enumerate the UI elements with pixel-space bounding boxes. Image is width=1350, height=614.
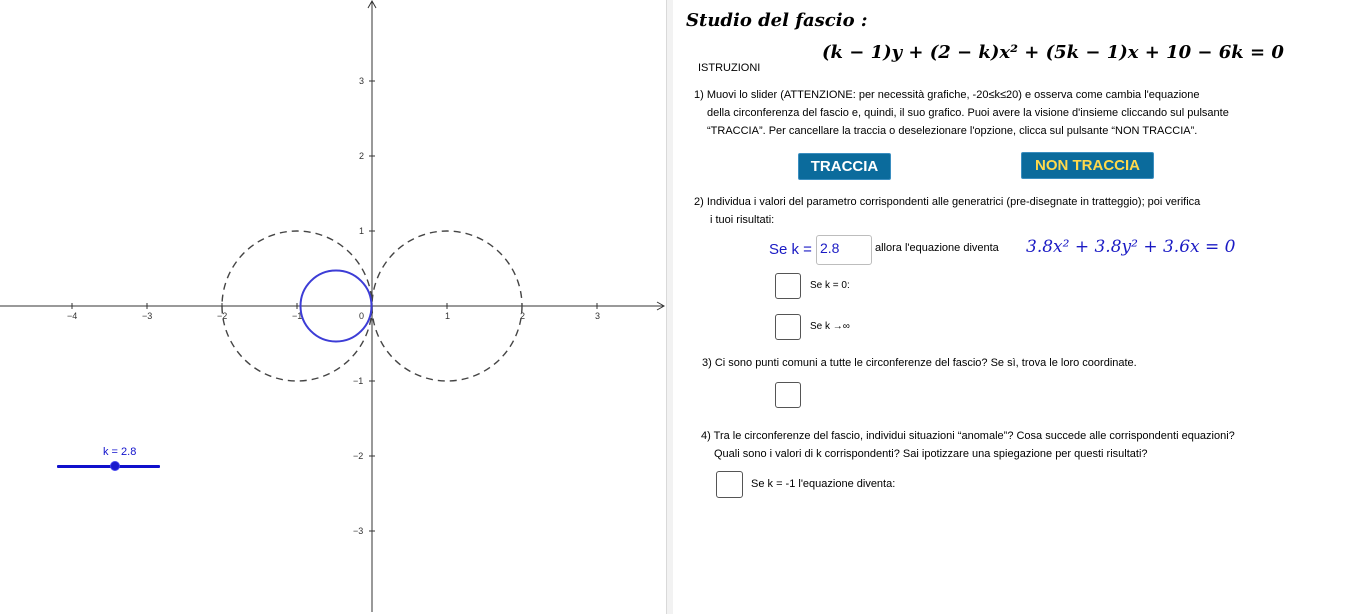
step1-line1: 1) Muovi lo slider (ATTENZIONE: per necessità grafiche, -20≤k≤20) e osserva come cambia l'equazione bbox=[694, 89, 1200, 101]
panel-title: Studio del fascio : bbox=[686, 10, 868, 31]
y-tick-label: −2 bbox=[353, 451, 364, 461]
y-tick-label: −3 bbox=[353, 526, 364, 536]
y-tick-label: −1 bbox=[353, 376, 364, 386]
x-tick-label: 2 bbox=[520, 311, 526, 321]
x-tick-label: −3 bbox=[142, 311, 153, 321]
step2-line2: i tuoi risultati: bbox=[710, 214, 775, 226]
y-tick-label: 3 bbox=[359, 76, 365, 86]
checkbox-common-points[interactable] bbox=[775, 382, 801, 408]
step4-line2: Quali sono i valori di k corrispondenti? Sai ipotizzare una spiegazione per questi risultati? bbox=[714, 448, 1148, 460]
k-slider-handle[interactable] bbox=[110, 461, 120, 471]
checkbox-k-infinity[interactable] bbox=[775, 314, 801, 340]
step4-line1: 4) Tra le circonferenze del fascio, individui situazioni “anomale”? Cosa succede alle corrispondenti equazioni? bbox=[701, 430, 1235, 442]
graphics-view[interactable] bbox=[0, 0, 666, 614]
check-k-infinity-label: Se k →∞ bbox=[810, 321, 850, 332]
allora-text: allora l'equazione diventa bbox=[875, 242, 999, 254]
slider-label: k = 2.8 bbox=[103, 446, 137, 458]
se-k-label: Se k = bbox=[769, 241, 812, 258]
x-tick-label: −4 bbox=[67, 311, 78, 321]
step2-line1: 2) Individua i valori del parametro corrispondenti alle generatrici (pre-disegnate in tratteggio); poi verifica bbox=[694, 196, 1201, 208]
x-tick-label: 1 bbox=[445, 311, 451, 321]
result-equation: 3.8x² + 3.8y² + 3.6x = 0 bbox=[1026, 237, 1236, 257]
step1-line2: della circonferenza del fascio e, quindi, il suo grafico. Puoi avere la visione d'insieme cliccando sul pulsante bbox=[707, 107, 1229, 119]
y-tick-label: 2 bbox=[359, 151, 365, 161]
x-tick-label: −1 bbox=[292, 311, 303, 321]
step1-line3: “TRACCIA”. Per cancellare la traccia o deselezionare l'opzione, clicca sul pulsante “NON TRACCIA”. bbox=[707, 125, 1198, 137]
check-k-minus-one-label: Se k = -1 l'equazione diventa: bbox=[751, 478, 896, 490]
step3-text: 3) Ci sono punti comuni a tutte le circonferenze del fascio? Se sì, trova le loro coordinate. bbox=[702, 357, 1137, 369]
panel-divider[interactable] bbox=[666, 0, 673, 614]
x-tick-label: 3 bbox=[595, 311, 601, 321]
checkbox-k-zero[interactable] bbox=[775, 273, 801, 299]
non-traccia-button[interactable]: NON TRACCIA bbox=[1021, 152, 1154, 179]
traccia-button[interactable]: TRACCIA bbox=[798, 153, 891, 180]
family-equation: (k − 1)y + (2 − k)x² + (5k − 1)x + 10 − 6k = 0 bbox=[822, 42, 1284, 63]
k-slider-track[interactable] bbox=[57, 465, 160, 468]
k-input-field[interactable]: 2.8 bbox=[816, 235, 872, 265]
checkbox-k-minus-one[interactable] bbox=[716, 471, 743, 498]
x-tick-label: 0 bbox=[359, 311, 365, 321]
check-k-zero-label: Se k = 0: bbox=[810, 280, 850, 291]
x-tick-label: −2 bbox=[217, 311, 228, 321]
y-tick-label: 1 bbox=[359, 226, 365, 236]
graphics-canvas[interactable] bbox=[0, 0, 666, 614]
istruzioni-heading: ISTRUZIONI bbox=[698, 62, 761, 74]
